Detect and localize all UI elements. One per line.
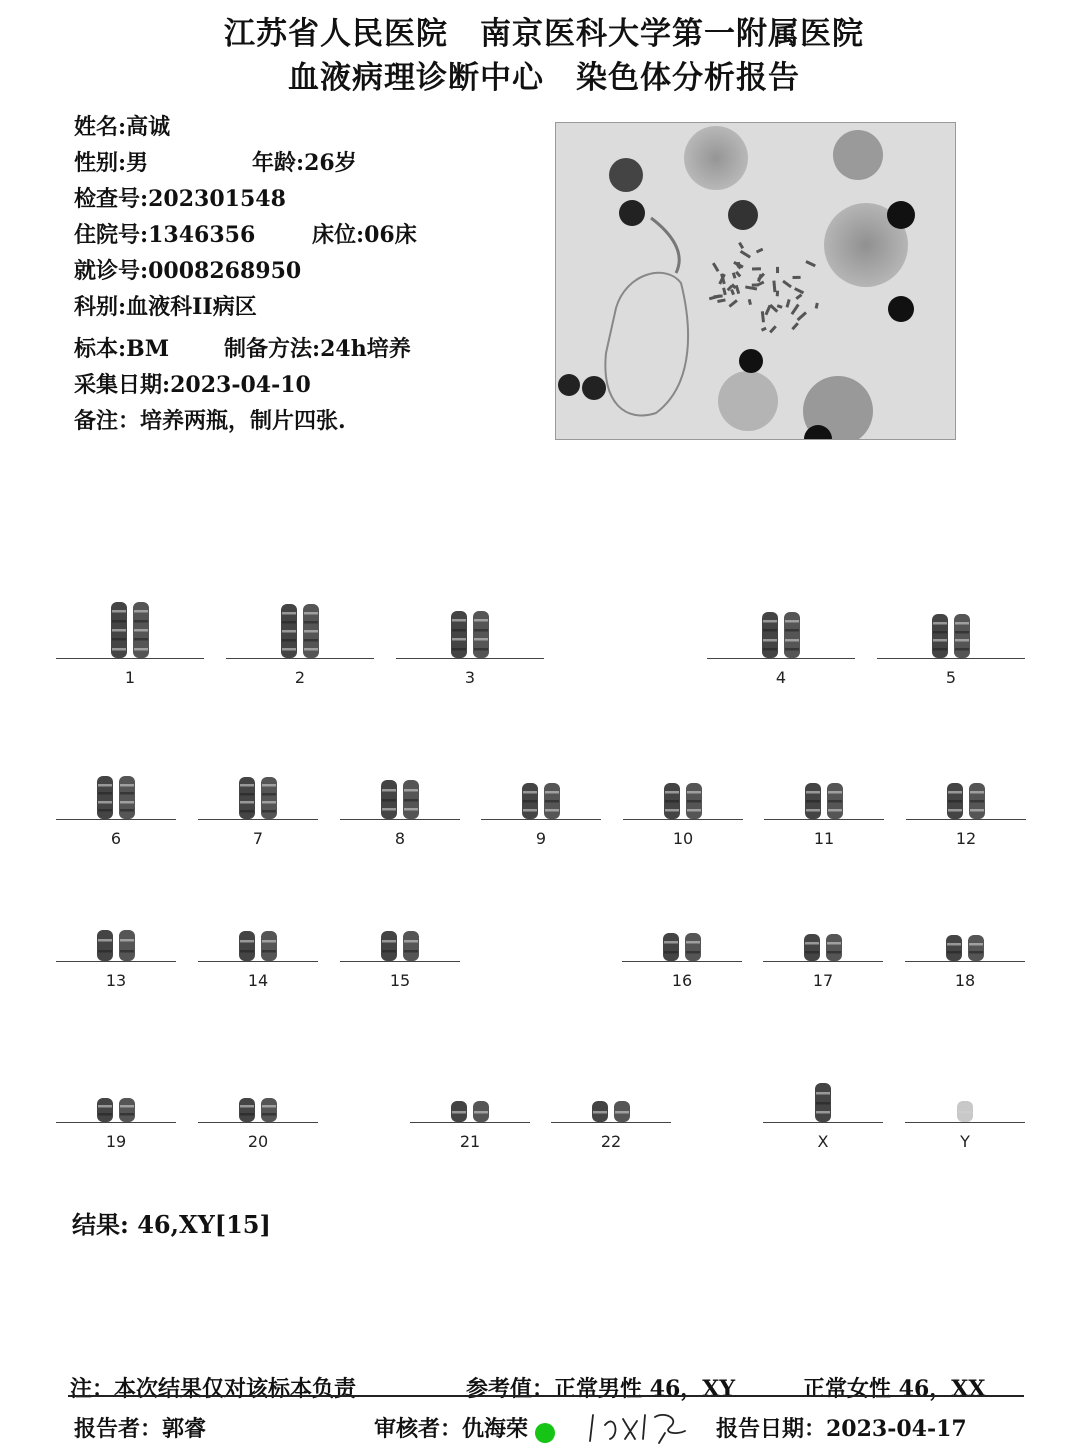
chromosome-band	[134, 620, 148, 623]
chromosome-band	[816, 1092, 830, 1095]
chromosome-label: 6	[110, 829, 122, 848]
chromosome-band	[763, 620, 777, 623]
chromosome-13	[97, 930, 113, 961]
chromosome-band	[120, 792, 134, 795]
chromosome-band	[686, 951, 700, 954]
chromosome-20	[261, 1098, 277, 1122]
chromosome-band	[112, 629, 126, 632]
chromosome-band	[262, 793, 276, 796]
chromosome-slot-2	[226, 600, 374, 687]
chromosome-pair-2	[281, 604, 319, 658]
reporter: 报告者：郭睿	[74, 1416, 207, 1442]
metaphase-micrograph	[555, 122, 956, 440]
chromosome-band	[955, 622, 969, 625]
chromosome-band	[240, 801, 254, 804]
report-date: 报告日期：2023-04-17	[716, 1416, 967, 1442]
chromosome-band	[933, 631, 947, 634]
chromosome-19	[119, 1098, 135, 1122]
chromosome-pair-3	[451, 611, 489, 658]
chromosome-baseline	[905, 1122, 1025, 1123]
chromosome-band	[947, 943, 961, 946]
chromosome-band	[452, 629, 466, 632]
chromosome-baseline	[340, 819, 460, 820]
chromosome-band	[806, 800, 820, 803]
chromosome-label: 10	[672, 829, 694, 848]
chromosome-band	[474, 1111, 488, 1114]
metaphase-chromosome	[737, 262, 740, 268]
specimen: 标本:BM	[74, 336, 170, 362]
chromosome-label: 7	[252, 829, 264, 848]
inpatient-number: 住院号:1346356	[74, 222, 256, 248]
chromosome-band	[404, 789, 418, 792]
chromosome-slot-14	[198, 903, 318, 990]
chromosome-19	[97, 1098, 113, 1122]
chromosome-slot-22	[551, 1064, 671, 1151]
chromosome-slot-16	[622, 903, 742, 990]
chromosome-slot-6	[56, 761, 176, 848]
chromosome-label: 15	[389, 971, 411, 990]
chromosome-slot-17	[763, 903, 883, 990]
disclaimer: 注：本次结果仅对该标本负责	[70, 1376, 357, 1402]
chromosome-band	[120, 1113, 134, 1116]
chromosome-5	[932, 614, 948, 658]
chromosome-band	[545, 800, 559, 803]
chromosome-baseline	[551, 1122, 671, 1123]
metaphase-chromosome	[776, 291, 779, 297]
chromosome-label: 2	[294, 668, 306, 687]
chromosome-band	[828, 800, 842, 803]
chromosome-baseline	[877, 658, 1025, 659]
chromosome-label: 1	[124, 668, 136, 687]
chromosome-band	[474, 619, 488, 622]
chromosome-slot-10	[623, 761, 743, 848]
chromosome-band	[933, 622, 947, 625]
chromosome-band	[240, 940, 254, 943]
chromosome-baseline	[198, 1122, 318, 1123]
chromosome-slot-8	[340, 761, 460, 848]
chromosome-pair-12	[947, 783, 985, 819]
chromosome-slot-19	[56, 1064, 176, 1151]
department: 科别:血液科II病区	[74, 294, 257, 320]
chromosome-20	[239, 1098, 255, 1122]
chromosome-baseline	[622, 961, 742, 962]
chromosome-baseline	[905, 961, 1025, 962]
chromosome-band	[240, 793, 254, 796]
chromosome-band	[134, 629, 148, 632]
chromosome-band	[404, 808, 418, 811]
chromosome-label: 13	[105, 971, 127, 990]
chromosome-band	[785, 639, 799, 642]
chromosome-pair-5	[932, 614, 970, 658]
patient-age: 年龄:26岁	[252, 150, 357, 176]
chromosome-band	[828, 809, 842, 812]
reference-male: 参考值：正常男性 46，XY	[466, 1376, 736, 1402]
chromosome-3	[451, 611, 467, 658]
chromosome-16	[663, 933, 679, 961]
chromosome-16	[685, 933, 701, 961]
chromosome-band	[948, 800, 962, 803]
chromosome-band	[240, 810, 254, 813]
chromosome-band	[382, 940, 396, 943]
chromosome-15	[403, 931, 419, 961]
chromosome-slot-Y	[905, 1064, 1025, 1151]
chromosome-pair-11	[805, 783, 843, 819]
chromosome-pair-20	[239, 1098, 277, 1122]
chromosome-band	[665, 809, 679, 812]
chromosome-label: 5	[945, 668, 957, 687]
chromosome-band	[785, 648, 799, 651]
chromosome-band	[112, 638, 126, 641]
chromosome-band	[955, 639, 969, 642]
chromosome-baseline	[56, 819, 176, 820]
chromosome-baseline	[396, 658, 544, 659]
chromosome-14	[239, 931, 255, 961]
chromosome-band	[98, 784, 112, 787]
chromosome-band	[827, 942, 841, 945]
chromosome-slot-12	[906, 761, 1026, 848]
chromosome-band	[763, 639, 777, 642]
chromosome-slot-15	[340, 903, 460, 990]
chromosome-baseline	[763, 961, 883, 962]
chromosome-band	[955, 631, 969, 634]
remark: 备注：培养两瓶，制片四张.	[74, 408, 346, 434]
chromosome-pair-Y	[957, 1101, 973, 1122]
chromosome-band	[763, 629, 777, 632]
chromosome-pair-19	[97, 1098, 135, 1122]
chromosome-6	[119, 776, 135, 819]
chromosome-18	[946, 935, 962, 961]
chromosome-label: 21	[459, 1132, 481, 1151]
chromosome-label: 19	[105, 1132, 127, 1151]
chromosome-slot-9	[481, 761, 601, 848]
chromosome-band	[665, 800, 679, 803]
chromosome-band	[304, 639, 318, 642]
chromosome-band	[805, 951, 819, 954]
chromosome-band	[687, 791, 701, 794]
chromosome-band	[262, 784, 276, 787]
chromosome-band	[382, 808, 396, 811]
chromosome-label: X	[817, 1132, 829, 1151]
chromosome-band	[969, 943, 983, 946]
chromosome-pair-8	[381, 780, 419, 819]
chromosome-baseline	[56, 658, 204, 659]
chromosome-17	[826, 934, 842, 961]
chromosome-band	[382, 799, 396, 802]
chromosome-band	[827, 951, 841, 954]
chromosome-pair-17	[804, 934, 842, 961]
chromosome-band	[240, 950, 254, 953]
exam-number: 检查号:202301548	[74, 186, 286, 212]
chromosome-band	[452, 638, 466, 641]
chromosome-3	[473, 611, 489, 658]
chromosome-pair-14	[239, 931, 277, 961]
chromosome-band	[282, 630, 296, 633]
chromosome-band	[134, 610, 148, 613]
chromosome-band	[304, 648, 318, 651]
chromosome-band	[948, 791, 962, 794]
chromosome-band	[970, 791, 984, 794]
chromosome-band	[806, 809, 820, 812]
chromosome-label: 8	[394, 829, 406, 848]
chromosome-18	[968, 935, 984, 961]
chromosome-label: 22	[600, 1132, 622, 1151]
chromosome-4	[784, 612, 800, 658]
chromosome-band	[665, 791, 679, 794]
chromosome-band	[98, 809, 112, 812]
chromosome-pair-22	[592, 1101, 630, 1122]
chromosome-band	[933, 639, 947, 642]
chromosome-pair-9	[522, 783, 560, 819]
chromosome-pair-1	[111, 602, 149, 658]
chromosome-band	[785, 629, 799, 632]
chromosome-slot-20	[198, 1064, 318, 1151]
chromosome-band	[593, 1111, 607, 1114]
chromosome-band	[120, 809, 134, 812]
chromosome-slot-7	[198, 761, 318, 848]
chromosome-band	[98, 792, 112, 795]
chromosome-label: 18	[954, 971, 976, 990]
chromosome-band	[120, 1105, 134, 1108]
chromosome-17	[804, 934, 820, 961]
chromosome-slot-3	[396, 600, 544, 687]
chromosome-band	[785, 620, 799, 623]
chromosome-band	[816, 1102, 830, 1105]
chromosome-pair-6	[97, 776, 135, 819]
patient-name: 姓名:高诚	[74, 114, 171, 140]
chromosome-baseline	[481, 819, 601, 820]
chromosome-band	[523, 800, 537, 803]
chromosome-band	[98, 1105, 112, 1108]
chromosome-slot-11	[764, 761, 884, 848]
chromosome-pair-15	[381, 931, 419, 961]
chromosome-baseline	[764, 819, 884, 820]
chromosome-band	[523, 809, 537, 812]
chromosome-baseline	[906, 819, 1026, 820]
chromosome-band	[240, 1105, 254, 1108]
chromosome-slot-X	[763, 1064, 883, 1151]
chromosome-baseline	[623, 819, 743, 820]
bed-number: 床位:06床	[312, 222, 417, 248]
chromosome-band	[686, 941, 700, 944]
chromosome-band	[240, 784, 254, 787]
chromosome-band	[262, 940, 276, 943]
chromosome-pair-X	[815, 1083, 831, 1122]
chromosome-band	[112, 620, 126, 623]
metaphase-chromosome	[752, 283, 759, 286]
chromosome-baseline	[56, 1122, 176, 1123]
chromosome-baseline	[707, 658, 855, 659]
chromosome-label: 14	[247, 971, 269, 990]
chromosome-band	[947, 951, 961, 954]
chromosome-14	[261, 931, 277, 961]
chromosome-band	[240, 1113, 254, 1116]
metaphase-chromosome	[793, 276, 801, 279]
chromosome-band	[98, 950, 112, 953]
chromosome-5	[954, 614, 970, 658]
chromosome-band	[382, 950, 396, 953]
chromosome-label: 3	[464, 668, 476, 687]
chromosome-label: Y	[960, 1132, 970, 1151]
chromosome-baseline	[410, 1122, 530, 1123]
chromosome-band	[474, 638, 488, 641]
chromosome-band	[970, 800, 984, 803]
chromosome-band	[282, 612, 296, 615]
handwritten-signature	[585, 1405, 695, 1445]
chromosome-band	[382, 789, 396, 792]
chromosome-band	[404, 950, 418, 953]
chromosome-label: 17	[812, 971, 834, 990]
chromosome-band	[523, 791, 537, 794]
chromosome-band	[120, 801, 134, 804]
chromosome-slot-13	[56, 903, 176, 990]
chromosome-baseline	[198, 819, 318, 820]
chromosome-band	[282, 639, 296, 642]
chromosome-band	[615, 1111, 629, 1114]
chromosome-band	[120, 939, 134, 942]
chromosome-band	[120, 950, 134, 953]
hospital-title: 江苏省人民医院 南京医科大学第一附属医院	[224, 16, 864, 52]
footer-divider	[68, 1395, 1024, 1397]
metaphase-chromosome	[776, 267, 779, 273]
chromosome-slot-1	[56, 600, 204, 687]
chromosome-band	[828, 791, 842, 794]
chromosome-band	[262, 1113, 276, 1116]
chromosome-band	[474, 648, 488, 651]
chromosome-band	[452, 648, 466, 651]
chromosome-band	[805, 942, 819, 945]
chromosome-7	[239, 777, 255, 819]
chromosome-band	[816, 1111, 830, 1114]
chromosome-slot-5	[877, 600, 1025, 687]
chromosome-band	[763, 648, 777, 651]
chromosome-band	[262, 1105, 276, 1108]
chromosome-slot-18	[905, 903, 1025, 990]
chromosome-band	[452, 1111, 466, 1114]
chromosome-band	[262, 801, 276, 804]
chromosome-band	[687, 809, 701, 812]
chromosome-band	[134, 648, 148, 651]
chromosome-band	[112, 610, 126, 613]
chromosome-band	[112, 648, 126, 651]
chromosome-label: 16	[671, 971, 693, 990]
reference-female: 正常女性 46，XX	[803, 1376, 986, 1402]
chromosome-label: 12	[955, 829, 977, 848]
chromosome-band	[98, 939, 112, 942]
chromosome-pair-4	[762, 612, 800, 658]
chromosome-slot-21	[410, 1064, 530, 1151]
chromosome-label: 4	[775, 668, 787, 687]
chromosome-pair-7	[239, 777, 277, 819]
visit-number: 就诊号:0008268950	[74, 258, 302, 284]
prep-method: 制备方法:24h培养	[224, 336, 411, 362]
chromosome-7	[261, 777, 277, 819]
chromosome-band	[404, 940, 418, 943]
result-text: 结果: 46,XY[15]	[72, 1210, 271, 1239]
chromosome-baseline	[226, 658, 374, 659]
chromosome-6	[97, 776, 113, 819]
collection-date: 采集日期:2023-04-10	[74, 372, 311, 398]
chromosome-band	[545, 791, 559, 794]
chromosome-band	[304, 621, 318, 624]
chromosome-label: 20	[247, 1132, 269, 1151]
chromosome-band	[98, 801, 112, 804]
chromosome-band	[969, 951, 983, 954]
chromosome-pair-10	[664, 783, 702, 819]
chromosome-band	[282, 621, 296, 624]
report-title: 血液病理诊断中心 染色体分析报告	[288, 60, 800, 96]
metaphase-chromosome	[752, 267, 761, 270]
reviewer: 审核者：仇海荣	[374, 1416, 529, 1442]
chromosome-baseline	[340, 961, 460, 962]
chromosome-band	[304, 630, 318, 633]
chromosome-baseline	[56, 961, 176, 962]
chromosome-4	[762, 612, 778, 658]
chromosome-pair-16	[663, 933, 701, 961]
chromosome-band	[933, 648, 947, 651]
chromosome-label: 11	[813, 829, 835, 848]
chromosome-pair-13	[97, 930, 135, 961]
chromosome-band	[958, 1111, 972, 1114]
chromosome-pair-21	[451, 1101, 489, 1122]
chromosome-band	[664, 941, 678, 944]
chromosome-pair-18	[946, 935, 984, 961]
chromosome-baseline	[763, 1122, 883, 1123]
chromosome-13	[119, 930, 135, 961]
chromosome-band	[282, 648, 296, 651]
chromosome-slot-4	[707, 600, 855, 687]
chromosome-band	[948, 809, 962, 812]
chromosome-band	[262, 810, 276, 813]
chromosome-band	[98, 1113, 112, 1116]
chromosome-band	[970, 809, 984, 812]
patient-sex: 性别:男	[74, 150, 149, 176]
chromosome-band	[404, 799, 418, 802]
chromosome-band	[687, 800, 701, 803]
chromosome-band	[262, 950, 276, 953]
chromosome-band	[806, 791, 820, 794]
chromosome-band	[304, 612, 318, 615]
chromosome-band	[955, 648, 969, 651]
chromosome-band	[452, 619, 466, 622]
chromosome-band	[545, 809, 559, 812]
status-dot-icon	[535, 1423, 555, 1443]
chromosome-label: 9	[535, 829, 547, 848]
chromosome-band	[134, 638, 148, 641]
chromosome-band	[664, 951, 678, 954]
chromosome-baseline	[198, 961, 318, 962]
chromosome-15	[381, 931, 397, 961]
chromosome-band	[120, 784, 134, 787]
chromosome-band	[474, 629, 488, 632]
